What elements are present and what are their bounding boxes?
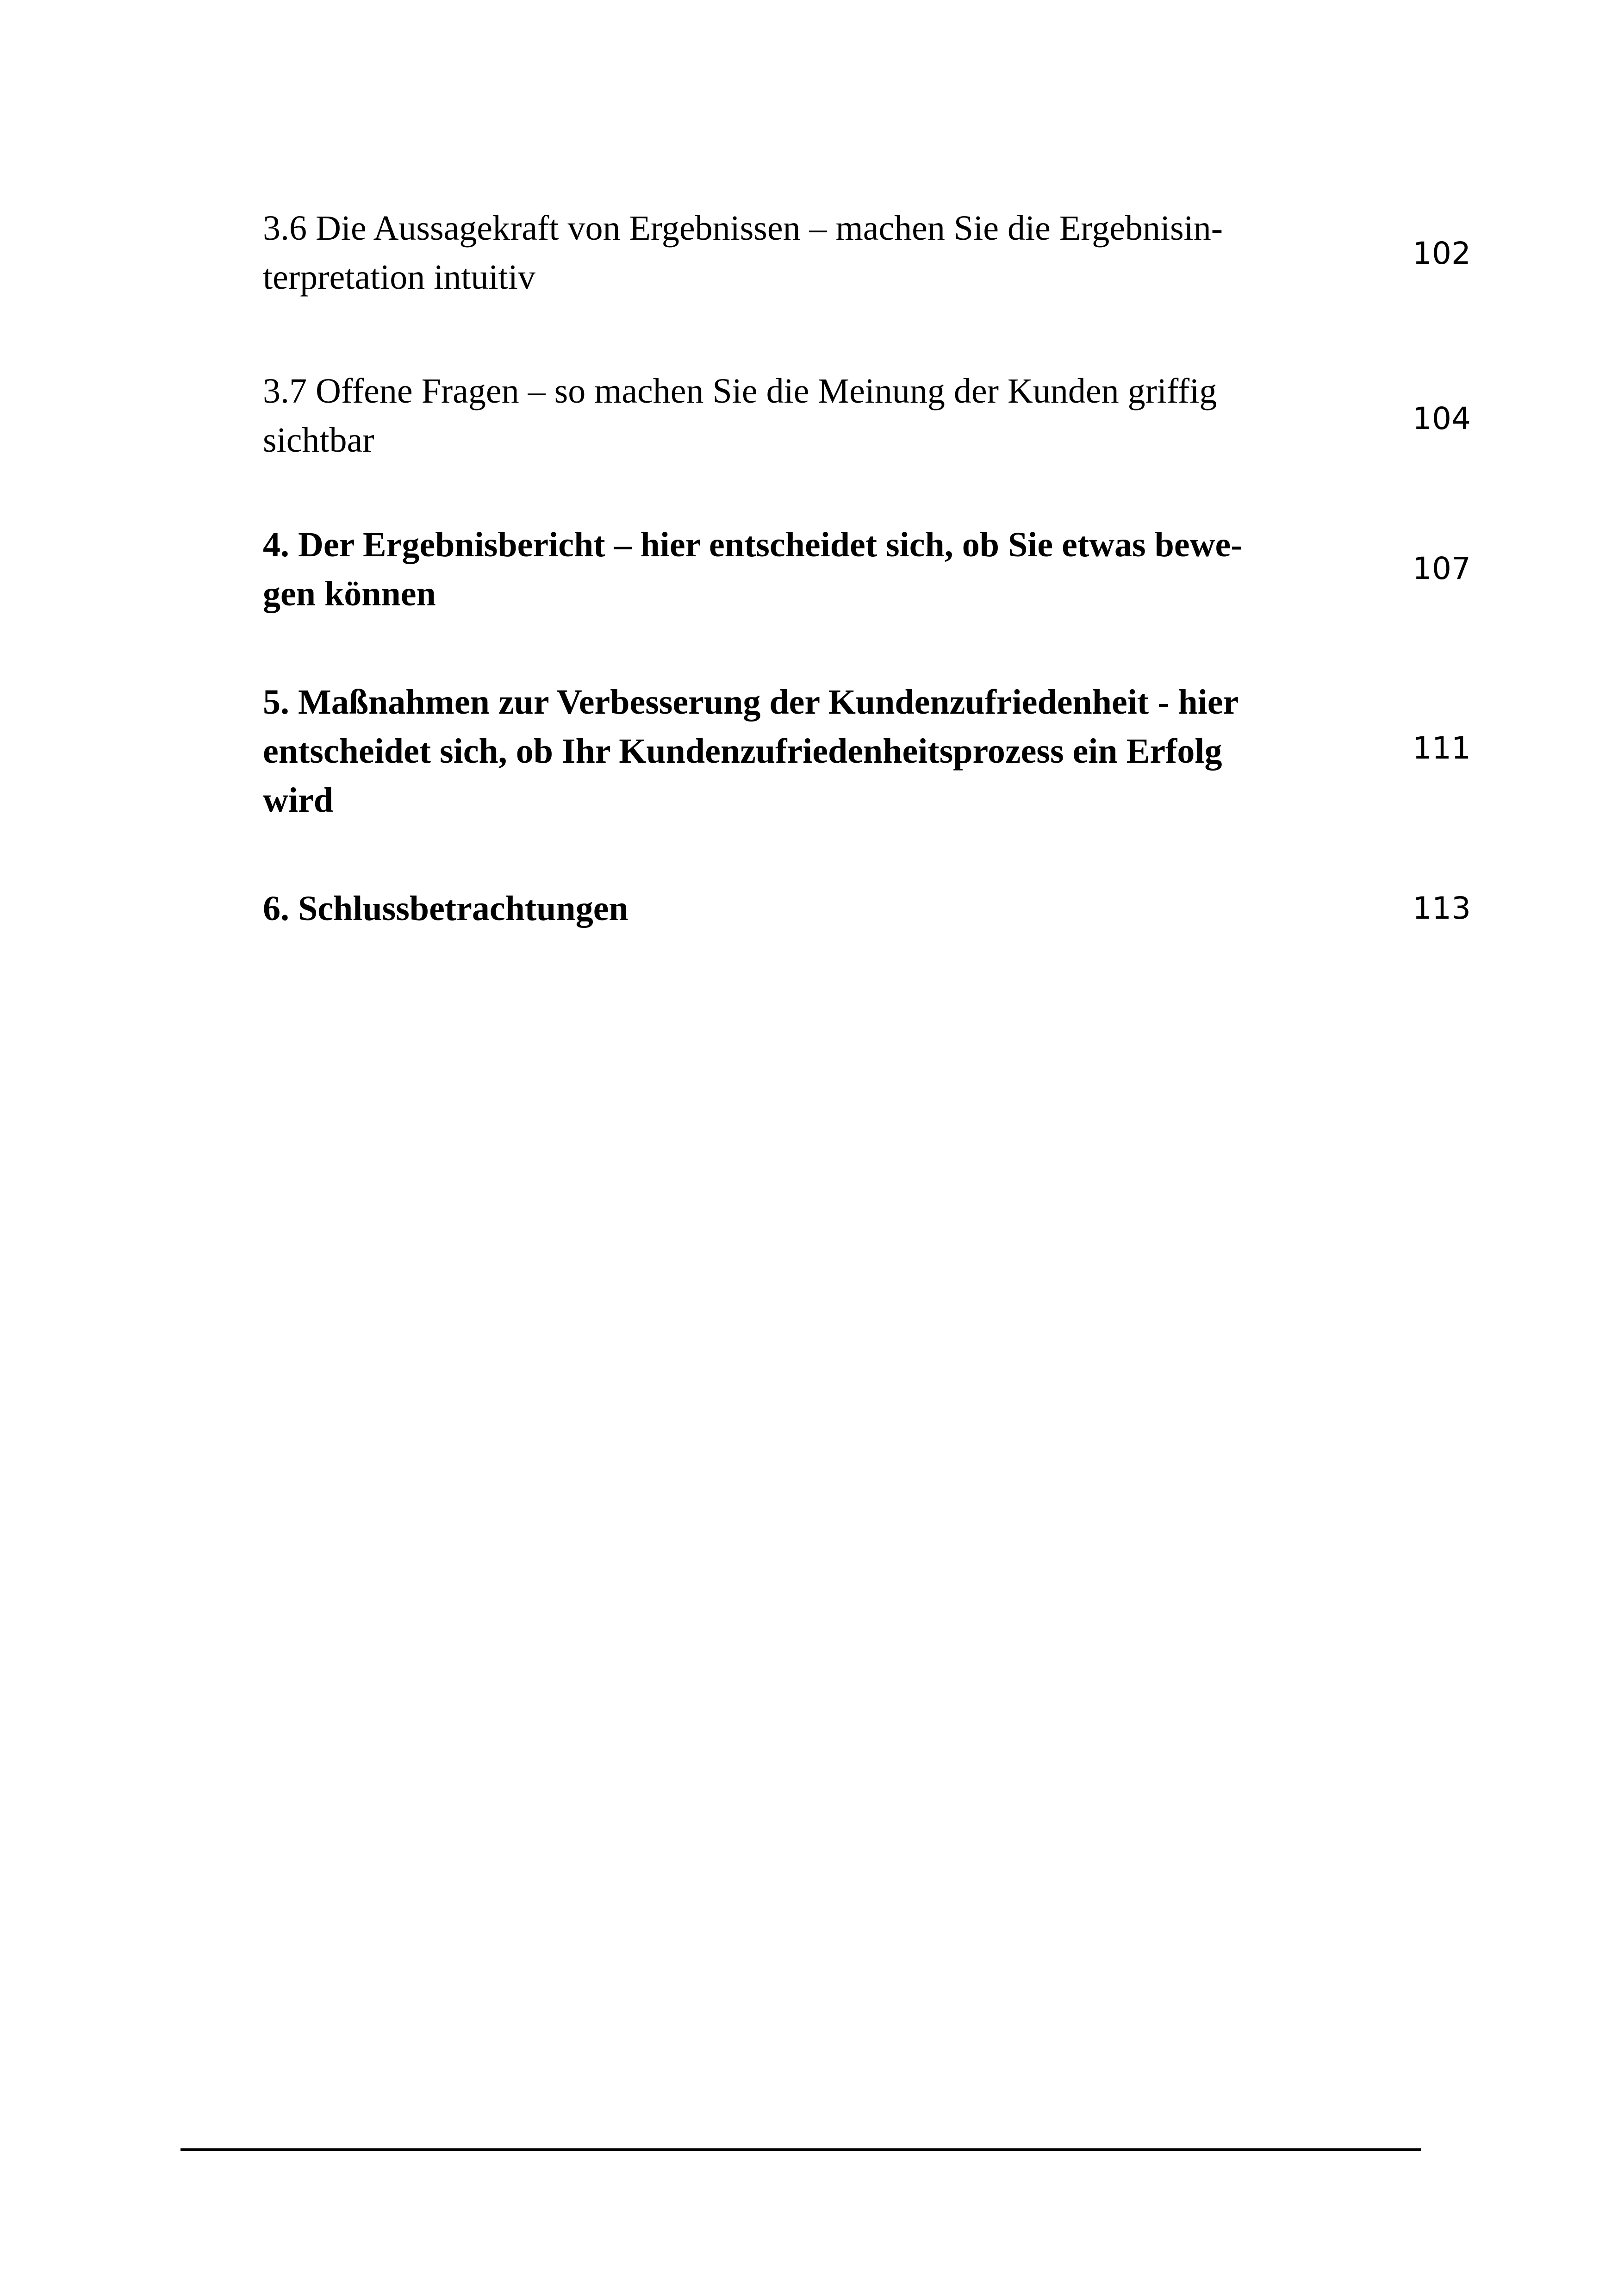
toc-entry-title: 6. Schlussbetrachtungen	[263, 889, 629, 928]
toc-entry-page-number: 111	[1413, 730, 1471, 766]
toc-entry-3-7[interactable]	[263, 367, 1480, 465]
toc-entry-title: 4. Der Ergebnisbericht – hier entscheidet sich, ob Sie etwas bewe- gen können	[263, 525, 1243, 613]
table-of-contents	[263, 204, 1480, 933]
toc-entry-5[interactable]	[263, 678, 1480, 825]
toc-entry-page-number: 102	[1413, 236, 1471, 271]
toc-entry-page-number: 107	[1413, 551, 1471, 586]
toc-entry-4[interactable]	[263, 520, 1480, 618]
toc-entry-6[interactable]	[263, 884, 1480, 933]
toc-entry-title: 3.6 Die Aussagekraft von Ergebnissen – machen Sie die Ergebnisin- terpretation intuitiv	[263, 209, 1223, 297]
toc-entry-page-number: 104	[1413, 401, 1471, 436]
toc-entry-page-number: 113	[1413, 890, 1471, 926]
footer-divider	[180, 2148, 1421, 2151]
toc-entry-title: 5. Maßnahmen zur Verbesserung der Kundenzufriedenheit - hier entscheidet sich, ob Ihr Kundenzufriedenheitsprozess ein Erfolg wird	[263, 683, 1239, 820]
toc-entry-3-6[interactable]	[263, 204, 1480, 302]
toc-entry-title: 3.7 Offene Fragen – so machen Sie die Meinung der Kunden griffig sichtbar	[263, 372, 1217, 460]
